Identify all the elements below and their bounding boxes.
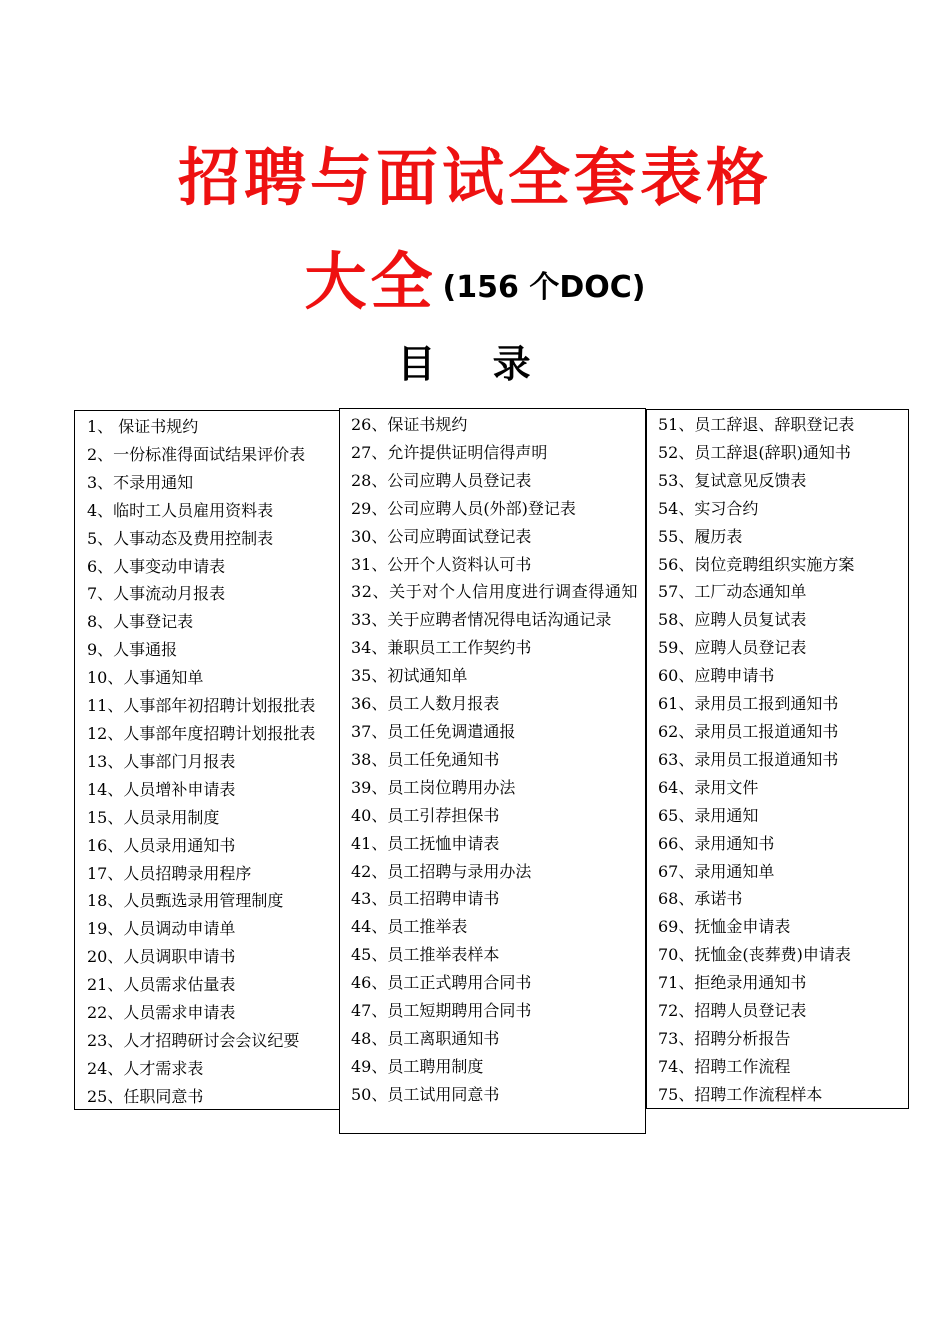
toc-item: 44、员工推举表 (351, 917, 468, 937)
toc-item: 37、员工任免调遣通报 (351, 721, 516, 741)
toc-item: 34、兼职员工工作契约书 (351, 638, 532, 658)
toc-item: 50、员工试用同意书 (351, 1084, 500, 1104)
toc-item: 69、抚恤金申请表 (658, 917, 791, 937)
toc-item: 63、录用员工报道通知书 (658, 749, 839, 769)
toc-item: 59、应聘人员登记表 (658, 638, 807, 658)
toc-item: 70、抚恤金(丧葬费)申请表 (658, 945, 851, 965)
toc-item: 71、拒绝录用通知书 (658, 973, 807, 993)
toc-item: 51、员工辞退、辞职登记表 (658, 415, 855, 434)
toc-item: 72、招聘人员登记表 (658, 1001, 807, 1021)
toc-item: 60、应聘申请书 (658, 666, 775, 686)
toc-item: 4、临时工人员雇用资料表 (87, 500, 274, 520)
toc-item: 13、人事部门月报表 (87, 751, 236, 771)
toc-item: 29、公司应聘人员(外部)登记表 (351, 498, 576, 518)
toc-item: 6、人事变动申请表 (87, 556, 226, 576)
toc-item: 24、人才需求表 (87, 1058, 204, 1078)
toc-item: 3、不录用通知 (87, 472, 194, 492)
toc-item: 15、人员录用制度 (87, 807, 220, 827)
toc-item: 7、人事流动月报表 (87, 584, 226, 604)
toc-list-3 (658, 411, 908, 1109)
toc-item: 10、人事通知单 (87, 668, 204, 688)
toc-item: 9、人事通报 (87, 640, 178, 660)
toc-item: 16、人员录用通知书 (87, 835, 236, 855)
toc-list-1 (87, 413, 339, 1111)
toc-item: 67、录用通知单 (658, 861, 775, 881)
toc-item: 19、人员调动申请单 (87, 919, 236, 939)
toc-item: 58、应聘人员复试表 (658, 610, 807, 630)
toc-item: 40、员工引荐担保书 (351, 805, 500, 825)
toc-item: 61、录用员工报到通知书 (658, 694, 839, 714)
toc-column-3 (646, 409, 909, 1109)
toc-list-2 (351, 411, 645, 1109)
toc-item: 35、初试通知单 (351, 666, 468, 686)
toc-item: 18、人员甄选录用管理制度 (87, 891, 284, 911)
toc-item: 8、人事登记表 (87, 612, 194, 632)
toc-item: 42、员工招聘与录用办法 (351, 861, 532, 881)
toc-item: 20、人员调职申请书 (87, 947, 236, 967)
toc-item: 23、人才招聘研讨会会议纪要 (87, 1030, 300, 1050)
toc-item: 75、招聘工作流程样本 (658, 1084, 823, 1104)
toc-item: 33、关于应聘者情况得电话沟通记录 (351, 610, 612, 630)
toc-item: 55、履历表 (658, 526, 743, 546)
toc-item: 57、工厂动态通知单 (658, 582, 807, 602)
toc-item: 49、员工聘用制度 (351, 1056, 484, 1076)
toc-item: 22、人员需求申请表 (87, 1003, 236, 1023)
document-title-line1: 招聘与面试全套表格 (177, 141, 772, 214)
toc-item: 27、允许提供证明信得声明 (351, 442, 548, 462)
toc-item: 12、人事部年度招聘计划报批表 (87, 723, 316, 743)
toc-item: 47、员工短期聘用合同书 (351, 1001, 532, 1021)
toc-item: 31、公开个人资料认可书 (351, 554, 532, 574)
toc-item: 28、公司应聘人员登记表 (351, 470, 532, 490)
toc-item: 25、任职同意书 (87, 1086, 204, 1106)
toc-item: 74、招聘工作流程 (658, 1056, 791, 1076)
toc-item: 36、员工人数月报表 (351, 694, 500, 714)
document-title-line2 (0, 244, 950, 336)
toc-item: 66、录用通知书 (658, 833, 775, 853)
toc-item: 11、人事部年初招聘计划报批表 (87, 696, 316, 716)
toc-item: 56、岗位竞聘组织实施方案 (658, 554, 855, 574)
toc-item: 68、承诺书 (658, 889, 743, 909)
toc-item: 64、录用文件 (658, 777, 759, 797)
document-title-doc-count: (156 个DOC) (442, 270, 646, 305)
toc-item: 21、人员需求估量表 (87, 975, 236, 995)
toc-item: 5、人事动态及费用控制表 (87, 528, 274, 548)
toc-column-1 (74, 410, 340, 1110)
toc-item: 45、员工推举表样本 (351, 945, 500, 965)
document-title-line2-main: 大全 (304, 245, 437, 318)
toc-item: 53、复试意见反馈表 (658, 470, 807, 490)
toc-item: 73、招聘分析报告 (658, 1028, 791, 1048)
toc-item: 48、员工离职通知书 (351, 1028, 500, 1048)
toc-item: 38、员工任免通知书 (351, 749, 500, 769)
toc-item: 17、人员招聘录用程序 (87, 863, 252, 883)
toc-item: 46、员工正式聘用合同书 (351, 973, 532, 993)
toc-item: 2、一份标准得面试结果评价表 (87, 444, 306, 464)
toc-item: 30、公司应聘面试登记表 (351, 526, 532, 546)
toc-heading: 目 录 (397, 342, 553, 386)
toc-item: 41、员工抚恤申请表 (351, 833, 500, 853)
toc-item: 32、关于对个人信用度进行调查得通知 (351, 582, 639, 602)
toc-item: 62、录用员工报道通知书 (658, 721, 839, 741)
toc-item: 65、录用通知 (658, 805, 759, 825)
toc-item: 26、保证书规约 (351, 415, 468, 434)
toc-item: 43、员工招聘申请书 (351, 889, 500, 909)
toc-item: 52、员工辞退(辞职)通知书 (658, 442, 851, 462)
toc-item: 54、实习合约 (658, 498, 759, 518)
toc-column-2 (339, 408, 646, 1134)
toc-item: 14、人员增补申请表 (87, 779, 236, 799)
toc-item: 39、员工岗位聘用办法 (351, 777, 516, 797)
toc-item: 1、 保证书规约 (87, 417, 199, 436)
